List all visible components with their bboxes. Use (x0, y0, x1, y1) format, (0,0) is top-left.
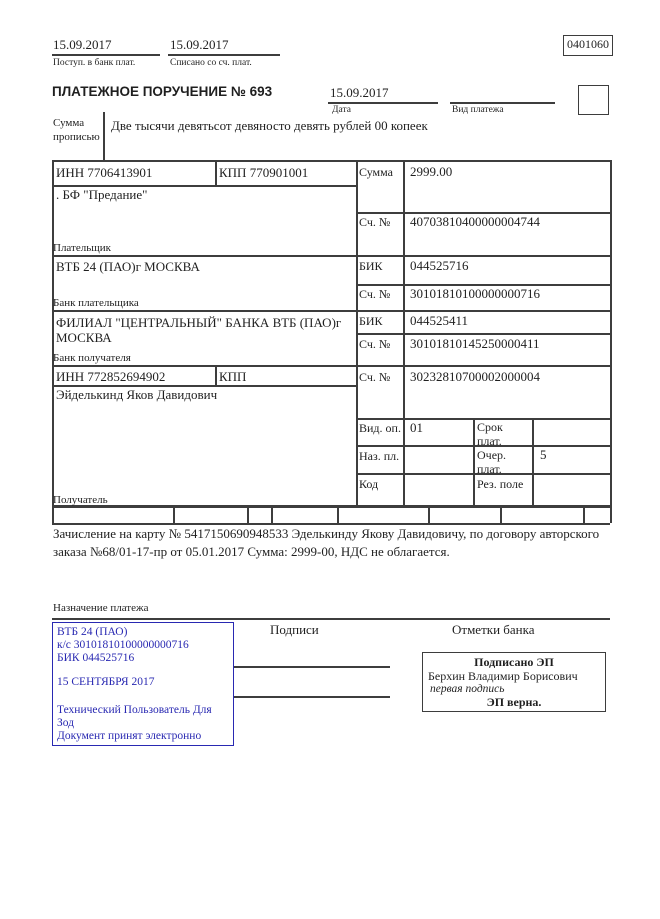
codes-row-divider (428, 507, 430, 523)
payment-type-label: Вид платежа (452, 105, 504, 115)
debited-label: Списано со сч. плат. (170, 58, 252, 68)
sum-value: 2999.00 (410, 164, 453, 179)
payer-kpp: КПП 770901001 (219, 165, 309, 180)
payment-type-box (578, 85, 609, 115)
codes-row-divider (337, 507, 339, 523)
table-border (52, 160, 54, 523)
table-border (52, 255, 610, 257)
payee-bank-bik-label: БИК (359, 314, 383, 328)
blue-stamp-accepted: Документ принят электронно (57, 730, 202, 742)
document-title: ПЛАТЕЖНОЕ ПОРУЧЕНИЕ № 693 (52, 84, 273, 99)
payee-bank-section-label: Банк получателя (53, 352, 131, 364)
document-date: 15.09.2017 (330, 85, 389, 100)
purpose-line-1: Зачисление на карту № 5417150690948533 Эделькинду Якову Давидовичу, по договору авторского (53, 526, 600, 541)
table-border (473, 418, 475, 505)
esign-stamp-title: Подписано ЭП (474, 655, 554, 669)
esign-stamp-signer: Берхин Владимир Борисович (428, 669, 578, 683)
codes-row-divider (173, 507, 175, 523)
form-code-box (563, 35, 613, 56)
reserve-field-label: Рез. поле (477, 477, 524, 491)
payer-bank-account: 30101810100000000716 (410, 286, 540, 301)
payee-bank-bik: 044525411 (410, 313, 469, 328)
table-border (356, 160, 358, 505)
codes-row-divider (500, 507, 502, 523)
payer-section-label: Плательщик (53, 242, 111, 254)
table-border (215, 160, 217, 185)
codes-row-divider (271, 507, 273, 523)
payee-name: Эйделькинд Яков Давидович (56, 387, 218, 402)
table-bottom-border (52, 505, 610, 508)
date-label: Дата (332, 105, 351, 115)
codes-row-divider (583, 507, 585, 523)
table-border (610, 160, 612, 523)
esign-stamp-signature-type: первая подпись (430, 683, 505, 695)
blue-stamp-user-line-2: Зод (57, 717, 75, 729)
document-date-underline (328, 102, 438, 104)
amount-label-divider (103, 112, 105, 160)
received-date-underline (52, 54, 160, 56)
code-label: Код (359, 477, 379, 491)
esign-stamp-validity: ЭП верна. (486, 695, 542, 709)
payer-bank-bik: 044525716 (410, 258, 469, 273)
blue-stamp-bank: ВТБ 24 (ПАО) (57, 626, 128, 638)
received-in-bank-date: 15.09.2017 (53, 37, 112, 52)
payer-bank-name: ВТБ 24 (ПАО)г МОСКВА (56, 259, 200, 274)
amount-in-words-value: Две тысячи девятьсот девяносто девять рублей 00 копеек (111, 118, 428, 133)
payee-bank-name: ФИЛИАЛ "ЦЕНТРАЛЬНЫЙ" БАНКА ВТБ (ПАО)г МОСКВА (56, 315, 342, 345)
operation-type: 01 (410, 420, 423, 435)
table-border (532, 418, 534, 505)
bank-marks-title: Отметки банка (452, 622, 535, 637)
payee-account: 30232810700002000004 (410, 369, 540, 384)
payer-inn: ИНН 7706413901 (56, 165, 153, 180)
payee-bank-account-label: Сч. № (359, 337, 391, 351)
blue-stamp-date: 15 СЕНТЯБРЯ 2017 (57, 676, 155, 688)
payer-account: 40703810400000004744 (410, 214, 540, 229)
payee-account-label: Сч. № (359, 370, 391, 384)
purpose-line-2: заказа №68/01-17-пр от 05.01.2017 Сумма: 2999-00, НДС не облагается. (53, 544, 450, 559)
payer-account-label: Сч. № (359, 215, 391, 229)
table-border (356, 333, 610, 335)
blue-stamp-corr-account: к/с 30101810100000000716 (57, 639, 189, 651)
payment-term-label: Срок плат. (477, 420, 503, 448)
signatures-title: Подписи (270, 622, 319, 637)
signature-line-2 (234, 696, 390, 698)
codes-row-bottom-border (52, 523, 610, 525)
received-in-bank-label: Поступ. в банк плат. (53, 58, 136, 68)
debited-date: 15.09.2017 (170, 37, 229, 52)
blue-stamp-user-line-1: Технический Пользователь Для (57, 704, 212, 716)
payee-kpp-label: КПП (219, 369, 247, 384)
payee-bank-account: 30101810145250000411 (410, 336, 540, 351)
purpose-section-label: Назначение платежа (53, 602, 149, 614)
form-code: 0401060 (567, 37, 609, 51)
codes-row-divider (247, 507, 249, 523)
payment-order-value: 5 (540, 447, 547, 462)
payer-bank-section-label: Банк плательщика (53, 297, 139, 309)
purpose-section-divider (52, 618, 610, 620)
payer-name: . БФ "Предание" (56, 187, 148, 202)
payment-purpose-code-label: Наз. пл. (359, 449, 400, 463)
table-border (215, 365, 217, 385)
amount-in-words-label: Сумма прописью (53, 117, 100, 143)
blue-stamp-bik: БИК 044525716 (57, 652, 135, 664)
payment-order-label: Очер. плат. (477, 448, 507, 476)
debited-date-underline (168, 54, 280, 56)
operation-type-label: Вид. оп. (359, 421, 401, 435)
signature-line-1 (234, 666, 390, 668)
sum-label: Сумма (359, 165, 393, 179)
table-border (52, 160, 610, 162)
payee-inn: ИНН 772852694902 (56, 369, 166, 384)
table-border (403, 160, 405, 505)
payer-bank-account-label: Сч. № (359, 287, 391, 301)
payer-bank-bik-label: БИК (359, 259, 383, 273)
payee-section-label: Получатель (53, 494, 108, 506)
table-border (52, 365, 610, 367)
table-border (52, 310, 610, 312)
payment-type-underline (450, 102, 555, 104)
